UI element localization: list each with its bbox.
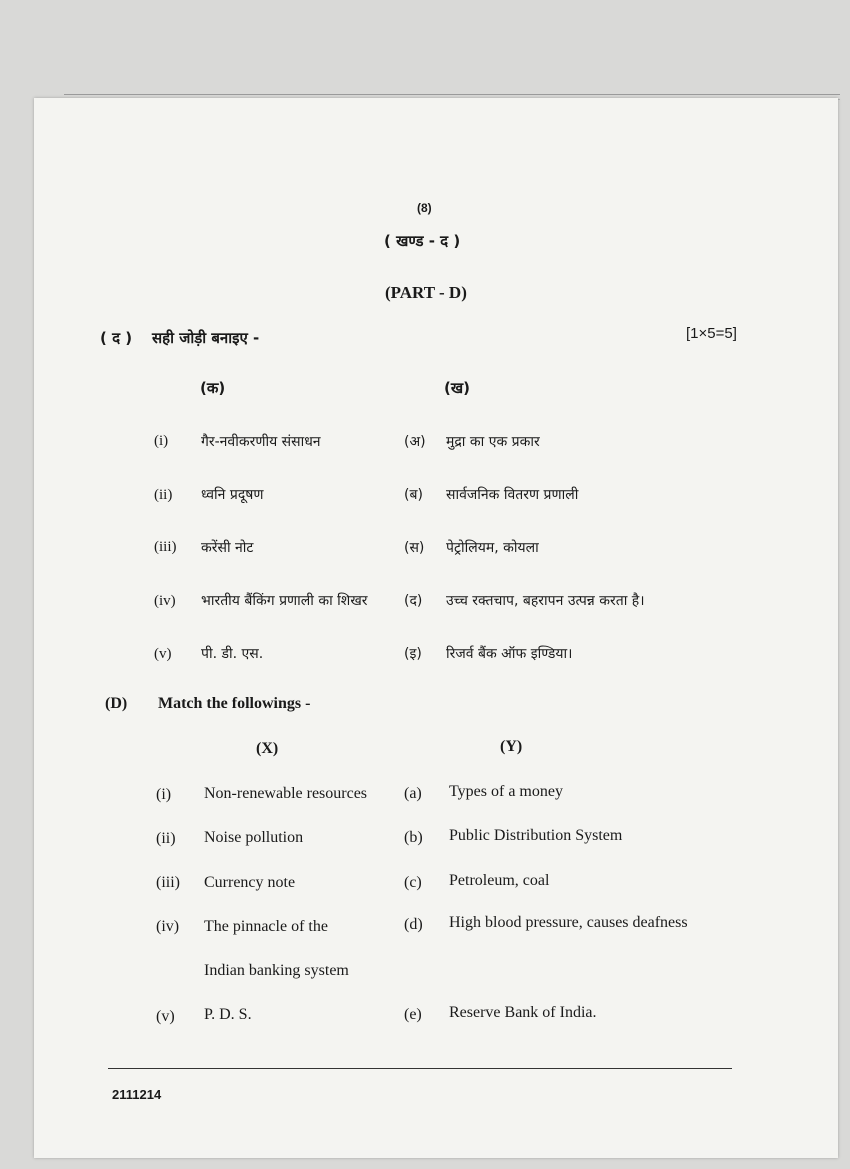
hindi-row-key: (ब) (404, 487, 423, 503)
hindi-row-right: सार्वजनिक वितरण प्रणाली (446, 487, 579, 503)
english-row-left: P. D. S. (204, 1006, 252, 1023)
english-row-left: Non-renewable resources (204, 785, 368, 802)
exam-page (34, 98, 838, 1158)
english-row-number: (ii) (156, 830, 176, 847)
english-row-right: Reserve Bank of India. (449, 1004, 597, 1021)
english-row-left: Noise pollution (204, 829, 304, 846)
hindi-row-key: (द) (404, 593, 423, 609)
english-row-number: (v) (156, 1008, 175, 1025)
part-title: (PART - D) (385, 283, 467, 302)
section-title-hindi: ( खण्ड - द ) (384, 232, 461, 250)
hindi-row-right: मुद्रा का एक प्रकार (446, 434, 540, 450)
hindi-row-key: (इ) (404, 646, 422, 662)
english-row-right: Types of a money (449, 783, 563, 800)
hindi-row-number: (v) (154, 646, 172, 662)
paper-code: 2111214 (112, 1087, 162, 1102)
hindi-row-left: भारतीय बैंकिंग प्रणाली का शिखर (201, 593, 368, 609)
hindi-question-text: सही जोड़ी बनाइए - (152, 329, 260, 347)
hindi-row-left: करेंसी नोट (201, 540, 254, 556)
english-row-key: (d) (404, 916, 423, 933)
hindi-row-left: गैर-नवीकरणीय संसाधन (201, 434, 321, 450)
page-number: (8) (417, 201, 432, 215)
english-row-number: (iii) (156, 874, 180, 891)
english-row-key: (c) (404, 874, 422, 891)
english-row-right: High blood pressure, causes deafness (449, 914, 688, 931)
footer-divider (108, 1068, 732, 1069)
hindi-row-key: (स) (404, 540, 425, 556)
hindi-row-number: (iv) (154, 593, 176, 609)
english-row-key: (e) (404, 1006, 422, 1023)
hindi-row-right: रिजर्व बैंक ऑफ इण्डिया। (446, 646, 573, 662)
english-column-left-heading: (X) (256, 740, 279, 757)
english-row-key: (b) (404, 829, 423, 846)
hindi-row-right: पेट्रोलियम, कोयला (446, 540, 539, 556)
hindi-row-left: पी. डी. एस. (201, 646, 264, 662)
hindi-question-label: ( द ) (100, 329, 133, 347)
hindi-row-number: (i) (154, 433, 169, 449)
english-row-number: (iv) (156, 918, 180, 935)
english-question-label: (D) (105, 695, 128, 712)
english-row-key: (a) (404, 785, 422, 802)
hindi-column-right-heading: (ख) (444, 379, 470, 397)
english-row-right: Public Distribution System (449, 827, 623, 844)
english-row-left-continued: Indian banking system (204, 962, 349, 979)
hindi-row-number: (ii) (154, 487, 173, 503)
hindi-row-number: (iii) (154, 539, 177, 555)
marks-allocation: [1×5=5] (686, 325, 737, 342)
english-row-left: Currency note (204, 874, 296, 891)
hindi-row-right: उच्च रक्तचाप, बहरापन उत्पन्न करता है। (446, 593, 645, 609)
english-column-right-heading: (Y) (500, 738, 523, 755)
english-row-right: Petroleum, coal (449, 872, 550, 889)
hindi-row-key: (अ) (404, 434, 426, 450)
english-row-number: (i) (156, 786, 172, 803)
hindi-column-left-heading: (क) (200, 379, 226, 397)
english-question-text: Match the followings - (158, 695, 311, 712)
hindi-row-left: ध्वनि प्रदूषण (201, 487, 264, 503)
english-row-left: The pinnacle of the (204, 918, 328, 935)
